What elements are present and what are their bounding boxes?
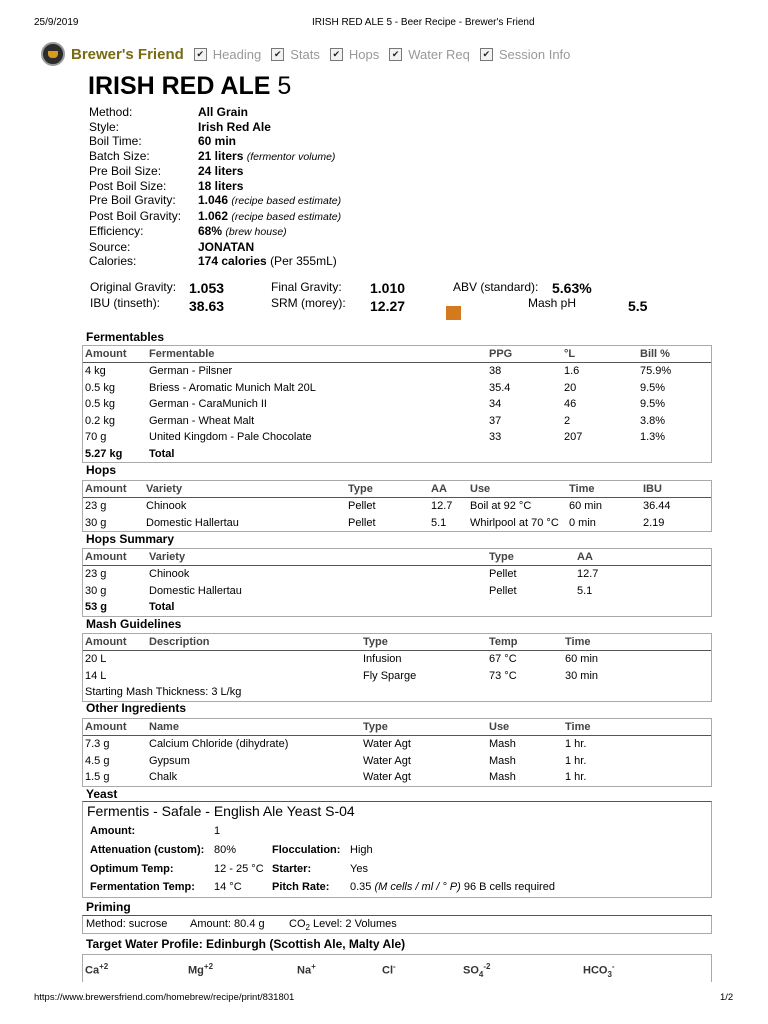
priming-co2-level bbox=[289, 918, 397, 932]
column-header: Time bbox=[569, 483, 595, 495]
table-cell: Boil at 92 °C bbox=[470, 500, 532, 512]
water-profile-title: Target Water Profile: Edinburgh (Scottish Ale, Malty Ale) bbox=[86, 937, 406, 951]
column-header: Amount bbox=[85, 348, 127, 360]
other-ingredients-table bbox=[82, 718, 712, 787]
info-value-text: 60 min bbox=[198, 134, 237, 148]
fg-label: Final Gravity: bbox=[271, 280, 342, 294]
ibu-label: IBU (tinseth): bbox=[90, 296, 161, 310]
abv-value: 5.63% bbox=[552, 280, 592, 296]
table-cell: 1 hr. bbox=[565, 754, 587, 767]
ion-symbol: Ca bbox=[85, 964, 100, 977]
table-cell: 1.5 g bbox=[85, 771, 110, 783]
info-value bbox=[198, 164, 243, 179]
table-cell: 20 bbox=[564, 381, 577, 394]
pitch-rate-value bbox=[350, 881, 555, 893]
table-cell: 38 bbox=[489, 365, 502, 377]
info-row bbox=[89, 149, 341, 165]
toggle-label: Water Req bbox=[408, 46, 470, 62]
table-cell: 4 kg bbox=[85, 365, 106, 377]
table-cell: 23 g bbox=[85, 500, 107, 512]
table-cell: Chinook bbox=[149, 568, 190, 580]
table-cell: 30 min bbox=[565, 669, 599, 682]
info-value-text: 1.046 bbox=[198, 193, 229, 207]
table-cell: German - Wheat Malt bbox=[149, 414, 255, 427]
info-value bbox=[198, 134, 236, 149]
table-cell: Briess - Aromatic Munich Malt 20L bbox=[149, 381, 316, 394]
fermentable-row bbox=[83, 413, 711, 430]
toggle-label: Session Info bbox=[498, 46, 571, 62]
pitch-rate-unit: (M cells / ml / ° P) bbox=[374, 881, 461, 893]
table-cell: 36.44 bbox=[643, 500, 671, 512]
info-value-text: 24 liters bbox=[198, 164, 244, 178]
water-ion-header bbox=[82, 954, 712, 982]
table-cell: 20 L bbox=[85, 653, 107, 665]
yeast-title: Yeast bbox=[86, 787, 118, 801]
info-value bbox=[198, 105, 248, 120]
table-cell: 3.8% bbox=[640, 414, 666, 427]
column-header: Type bbox=[489, 551, 514, 563]
mash-ph-label: Mash pH bbox=[528, 296, 577, 310]
checkbox-checked-icon[interactable]: ✔ bbox=[480, 48, 493, 61]
table-cell: German - CaraMunich II bbox=[149, 398, 267, 410]
recipe-title bbox=[88, 72, 291, 101]
flocculation-value: High bbox=[350, 844, 373, 856]
info-value-note: (recipe based estimate) bbox=[231, 195, 342, 207]
table-cell: 4.5 g bbox=[85, 754, 110, 767]
table-cell: 23 g bbox=[85, 568, 107, 580]
table-cell: German - Pilsner bbox=[149, 365, 233, 377]
table-cell: 9.5% bbox=[640, 398, 666, 410]
info-row bbox=[89, 224, 341, 240]
table-cell: 1 hr. bbox=[565, 738, 587, 750]
table-cell: 2.19 bbox=[643, 516, 665, 529]
ion-magnesium bbox=[188, 962, 213, 977]
column-header: PPG bbox=[489, 348, 513, 360]
table-cell: Pellet bbox=[489, 568, 517, 580]
table-cell: 14 L bbox=[85, 669, 107, 682]
table-cell: Pellet bbox=[489, 584, 517, 597]
srm-value: 12.27 bbox=[370, 298, 406, 314]
priming-method: Method: sucrose bbox=[86, 918, 168, 930]
toggle-hops[interactable] bbox=[330, 47, 379, 62]
ion-calcium bbox=[85, 962, 108, 977]
optimum-temp-label: Optimum Temp: bbox=[90, 863, 174, 875]
info-value-extra: (Per 355mL) bbox=[270, 254, 337, 268]
co2-level-text: Level: 2 Volumes bbox=[309, 918, 397, 930]
table-cell: 1.6 bbox=[564, 365, 580, 377]
total-cell: 53 g bbox=[85, 601, 108, 613]
hop-summary-row bbox=[83, 583, 711, 600]
table-cell: 46 bbox=[564, 398, 577, 410]
table-cell: 34 bbox=[489, 398, 502, 410]
info-value bbox=[198, 193, 341, 209]
print-title: IRISH RED ALE 5 - Beer Recipe - Brewer's Friend bbox=[312, 17, 535, 28]
table-cell: 12.7 bbox=[431, 500, 453, 512]
table-cell: 0 min bbox=[569, 516, 596, 529]
column-header: Name bbox=[149, 721, 179, 733]
table-cell: Chinook bbox=[146, 500, 187, 512]
info-row bbox=[89, 105, 341, 120]
priming-title: Priming bbox=[86, 900, 131, 914]
brewers-friend-logo-icon[interactable] bbox=[41, 42, 65, 66]
checkbox-checked-icon[interactable]: ✔ bbox=[271, 48, 284, 61]
recipe-info bbox=[89, 105, 341, 269]
toggle-label: Stats bbox=[290, 46, 320, 62]
table-cell: Mash bbox=[489, 771, 516, 783]
column-header: Use bbox=[470, 483, 491, 495]
info-row bbox=[89, 193, 341, 209]
table-cell: Fly Sparge bbox=[363, 669, 417, 682]
print-date: 25/9/2019 bbox=[34, 17, 79, 28]
other-ingredient-row bbox=[83, 769, 711, 786]
other-header-row bbox=[83, 719, 711, 736]
info-label: Source: bbox=[89, 239, 131, 254]
toggle-label: Hops bbox=[348, 46, 380, 62]
ion-subscript: 3 bbox=[607, 969, 612, 979]
info-value-text: 68% bbox=[198, 224, 223, 238]
info-row bbox=[89, 254, 341, 269]
srm-color-swatch bbox=[446, 306, 461, 320]
info-label: Style: bbox=[89, 119, 120, 134]
column-header: Bill % bbox=[640, 348, 670, 360]
info-row bbox=[89, 179, 341, 194]
total-cell: Total bbox=[149, 447, 175, 460]
mash-step-row bbox=[83, 651, 711, 668]
ion-charge: +2 bbox=[203, 962, 214, 971]
column-header: Variety bbox=[146, 483, 183, 495]
column-header: Type bbox=[363, 636, 388, 648]
ion-charge: + bbox=[311, 962, 316, 971]
table-cell: 1 hr. bbox=[565, 771, 587, 783]
fermentable-row bbox=[83, 396, 711, 413]
fermentables-table bbox=[82, 345, 712, 463]
info-label: Efficiency: bbox=[89, 224, 144, 238]
info-value bbox=[198, 240, 254, 255]
info-value bbox=[198, 149, 335, 165]
total-cell: Total bbox=[149, 601, 175, 613]
total-row bbox=[83, 599, 711, 616]
table-cell: Mash bbox=[489, 754, 516, 767]
table-cell: Chalk bbox=[149, 771, 178, 783]
table-cell: Pellet bbox=[348, 516, 376, 529]
brand-name[interactable]: Brewer's Friend bbox=[71, 45, 184, 63]
info-label: Post Boil Gravity: bbox=[89, 208, 182, 223]
info-row bbox=[89, 120, 341, 135]
column-header: Fermentable bbox=[149, 348, 215, 360]
pitch-rate-label: Pitch Rate: bbox=[272, 881, 330, 893]
og-label: Original Gravity: bbox=[90, 280, 177, 294]
info-label: Boil Time: bbox=[89, 134, 142, 148]
mash-thickness-note: Starting Mash Thickness: 3 L/kg bbox=[85, 686, 242, 698]
ion-subscript: 4 bbox=[478, 969, 484, 979]
srm-label: SRM (morey): bbox=[271, 296, 346, 310]
info-value-text: 21 liters bbox=[198, 148, 244, 163]
info-label: Pre Boil Size: bbox=[89, 164, 162, 178]
table-cell: 1.3% bbox=[640, 431, 666, 443]
column-header: Time bbox=[565, 721, 591, 733]
column-header: Variety bbox=[149, 551, 186, 563]
info-label: Pre Boil Gravity: bbox=[89, 193, 176, 207]
info-value-text: All Grain bbox=[198, 105, 249, 119]
starter-value: Yes bbox=[350, 863, 368, 875]
other-ingredient-row bbox=[83, 736, 711, 753]
ion-symbol: Na bbox=[297, 964, 312, 977]
ion-sodium bbox=[297, 962, 316, 977]
info-value-text: JONATAN bbox=[198, 239, 255, 254]
info-value bbox=[198, 120, 271, 135]
column-header: Description bbox=[149, 636, 210, 648]
column-header: Use bbox=[489, 721, 510, 733]
mash-step-row bbox=[83, 668, 711, 685]
fg-value: 1.010 bbox=[370, 280, 406, 296]
info-value bbox=[198, 254, 337, 269]
total-row bbox=[83, 446, 711, 463]
pitch-rate-number: 0.35 bbox=[350, 881, 372, 893]
table-cell: 30 g bbox=[85, 584, 107, 597]
fermentable-row bbox=[83, 429, 711, 446]
hops-summary-title: Hops Summary bbox=[86, 532, 175, 546]
ion-charge: - bbox=[393, 962, 396, 971]
table-note bbox=[83, 684, 711, 701]
fermentables-title: Fermentables bbox=[86, 330, 165, 344]
info-label: Calories: bbox=[89, 254, 137, 268]
info-value bbox=[198, 179, 243, 194]
yeast-name: Fermentis - Safale - English Ale Yeast S-04 bbox=[87, 803, 355, 819]
column-header: AA bbox=[431, 483, 447, 495]
table-cell: 60 min bbox=[569, 500, 603, 512]
hops-table bbox=[82, 480, 712, 532]
info-value-text: Irish Red Ale bbox=[198, 119, 271, 134]
table-cell: 9.5% bbox=[640, 381, 666, 394]
co2-text: CO bbox=[289, 918, 306, 930]
yeast-amount-value: 1 bbox=[214, 825, 221, 837]
column-header: Time bbox=[565, 636, 591, 648]
fermentable-row bbox=[83, 380, 711, 397]
table-cell: 12.7 bbox=[577, 568, 599, 580]
toggle-heading[interactable] bbox=[194, 47, 261, 62]
info-label: Method: bbox=[89, 105, 133, 119]
priming-box bbox=[82, 915, 712, 934]
table-cell: Water Agt bbox=[363, 754, 411, 767]
table-cell: 37 bbox=[489, 414, 502, 427]
info-value-note: (brew house) bbox=[225, 226, 287, 238]
column-header: Temp bbox=[489, 636, 518, 648]
table-cell: United Kingdom - Pale Chocolate bbox=[149, 431, 312, 443]
attenuation-label: Attenuation (custom): bbox=[90, 844, 205, 856]
column-header: IBU bbox=[643, 483, 662, 495]
table-cell: Gypsum bbox=[149, 754, 190, 767]
table-cell: Whirlpool at 70 °C bbox=[470, 516, 559, 529]
table-cell: 60 min bbox=[565, 653, 599, 665]
column-header: Amount bbox=[85, 636, 127, 648]
table-cell: Domestic Hallertau bbox=[146, 516, 239, 529]
table-cell: 5.1 bbox=[577, 584, 593, 597]
column-header: Type bbox=[348, 483, 373, 495]
info-value bbox=[198, 209, 341, 225]
fermentation-temp-label: Fermentation Temp: bbox=[90, 881, 195, 893]
table-cell: 0.2 kg bbox=[85, 414, 115, 427]
checkbox-checked-icon[interactable]: ✔ bbox=[194, 48, 207, 61]
toggle-label: Heading bbox=[212, 46, 262, 62]
column-header: AA bbox=[577, 551, 593, 563]
ion-symbol: Cl bbox=[382, 964, 393, 977]
table-cell: 0.5 kg bbox=[85, 381, 115, 394]
fermentable-row bbox=[83, 363, 711, 380]
info-value bbox=[198, 224, 287, 240]
info-label: Post Boil Size: bbox=[89, 178, 167, 193]
info-value-note: (fermentor volume) bbox=[246, 150, 336, 163]
table-cell: Water Agt bbox=[363, 738, 411, 750]
hops_summary-header-row bbox=[83, 549, 711, 566]
table-cell: Calcium Chloride (dihydrate) bbox=[149, 738, 289, 750]
print-url[interactable]: https://www.brewersfriend.com/homebrew/recipe/print/831801 bbox=[34, 992, 295, 1003]
info-row bbox=[89, 209, 341, 225]
ion-symbol: HCO bbox=[583, 964, 608, 977]
recipe-title-main: IRISH RED ALE bbox=[88, 72, 271, 100]
column-header: Amount bbox=[85, 721, 127, 733]
other-ingredients-title: Other Ingredients bbox=[86, 701, 187, 715]
column-header: Type bbox=[363, 721, 388, 733]
other-ingredient-row bbox=[83, 753, 711, 770]
table-cell: 67 °C bbox=[489, 653, 517, 665]
optimum-temp-value: 12 - 25 °C bbox=[214, 863, 264, 875]
ion-charge: +2 bbox=[99, 962, 109, 971]
info-value-text: 174 calories bbox=[198, 254, 267, 268]
ion-symbol: Mg bbox=[188, 964, 204, 977]
mash-header-row bbox=[83, 634, 711, 651]
ion-bicarbonate bbox=[583, 962, 615, 979]
toggle-water-req[interactable] bbox=[389, 47, 470, 62]
mash-table bbox=[82, 633, 712, 702]
attenuation-value: 80% bbox=[214, 844, 237, 856]
total-cell: 5.27 kg bbox=[85, 447, 123, 460]
og-value: 1.053 bbox=[189, 280, 225, 296]
mash-title: Mash Guidelines bbox=[86, 617, 182, 631]
hops-header-row bbox=[83, 481, 711, 498]
yeast-amount-label: Amount: bbox=[90, 825, 136, 837]
table-cell: Domestic Hallertau bbox=[149, 584, 242, 597]
ion-chloride bbox=[382, 962, 396, 977]
table-cell: 5.1 bbox=[431, 516, 447, 529]
checkbox-checked-icon[interactable]: ✔ bbox=[330, 48, 343, 61]
section-toggle-bar bbox=[41, 40, 580, 68]
table-cell: Water Agt bbox=[363, 771, 411, 783]
table-cell: 73 °C bbox=[489, 669, 517, 682]
toggle-stats[interactable] bbox=[271, 47, 320, 62]
toggle-session-info[interactable] bbox=[480, 47, 571, 62]
info-label: Batch Size: bbox=[89, 148, 150, 163]
ion-sulfate bbox=[463, 962, 490, 979]
info-value-text: 18 liters bbox=[198, 178, 244, 193]
ion-charge: -2 bbox=[483, 962, 491, 971]
info-row bbox=[89, 134, 341, 149]
table-cell: 7.3 g bbox=[85, 738, 110, 750]
column-header: °L bbox=[564, 348, 576, 360]
table-cell: 75.9% bbox=[640, 365, 672, 377]
mash-ph-value: 5.5 bbox=[628, 298, 648, 314]
table-cell: 2 bbox=[564, 414, 571, 427]
priming-amount: Amount: 80.4 g bbox=[190, 918, 265, 930]
print-page-number: 1/2 bbox=[720, 992, 734, 1003]
ion-symbol: SO bbox=[463, 964, 479, 977]
table-cell: Pellet bbox=[348, 500, 376, 512]
hop-row bbox=[83, 498, 711, 515]
table-cell: Mash bbox=[489, 738, 516, 750]
info-value-text: 1.062 bbox=[198, 208, 229, 223]
checkbox-checked-icon[interactable]: ✔ bbox=[389, 48, 402, 61]
hops-title: Hops bbox=[86, 463, 116, 477]
ibu-value: 38.63 bbox=[189, 298, 225, 314]
fermentables-header-row bbox=[83, 346, 711, 363]
info-row bbox=[89, 240, 341, 255]
table-cell: 33 bbox=[489, 431, 502, 443]
starter-label: Starter: bbox=[272, 863, 312, 875]
abv-label: ABV (standard): bbox=[453, 280, 539, 294]
table-cell: 30 g bbox=[85, 516, 107, 529]
pitch-rate-cells: 96 B cells required bbox=[463, 881, 555, 893]
table-cell: 207 bbox=[564, 431, 583, 443]
co2-subscript: 2 bbox=[305, 923, 310, 933]
recipe-title-number: 5 bbox=[277, 72, 292, 100]
info-row bbox=[89, 164, 341, 179]
info-value-note: (recipe based estimate) bbox=[231, 210, 342, 223]
flocculation-label: Flocculation: bbox=[272, 844, 341, 856]
hops-summary-table bbox=[82, 548, 712, 617]
table-cell: 70 g bbox=[85, 431, 107, 443]
hop-row bbox=[83, 515, 711, 532]
table-cell: 35.4 bbox=[489, 381, 511, 394]
hop-summary-row bbox=[83, 566, 711, 583]
table-cell: Infusion bbox=[363, 653, 402, 665]
column-header: Amount bbox=[85, 483, 127, 495]
table-cell: 0.5 kg bbox=[85, 398, 115, 410]
column-header: Amount bbox=[85, 551, 127, 563]
ion-charge: - bbox=[611, 962, 615, 971]
fermentation-temp-value: 14 °C bbox=[214, 881, 242, 893]
